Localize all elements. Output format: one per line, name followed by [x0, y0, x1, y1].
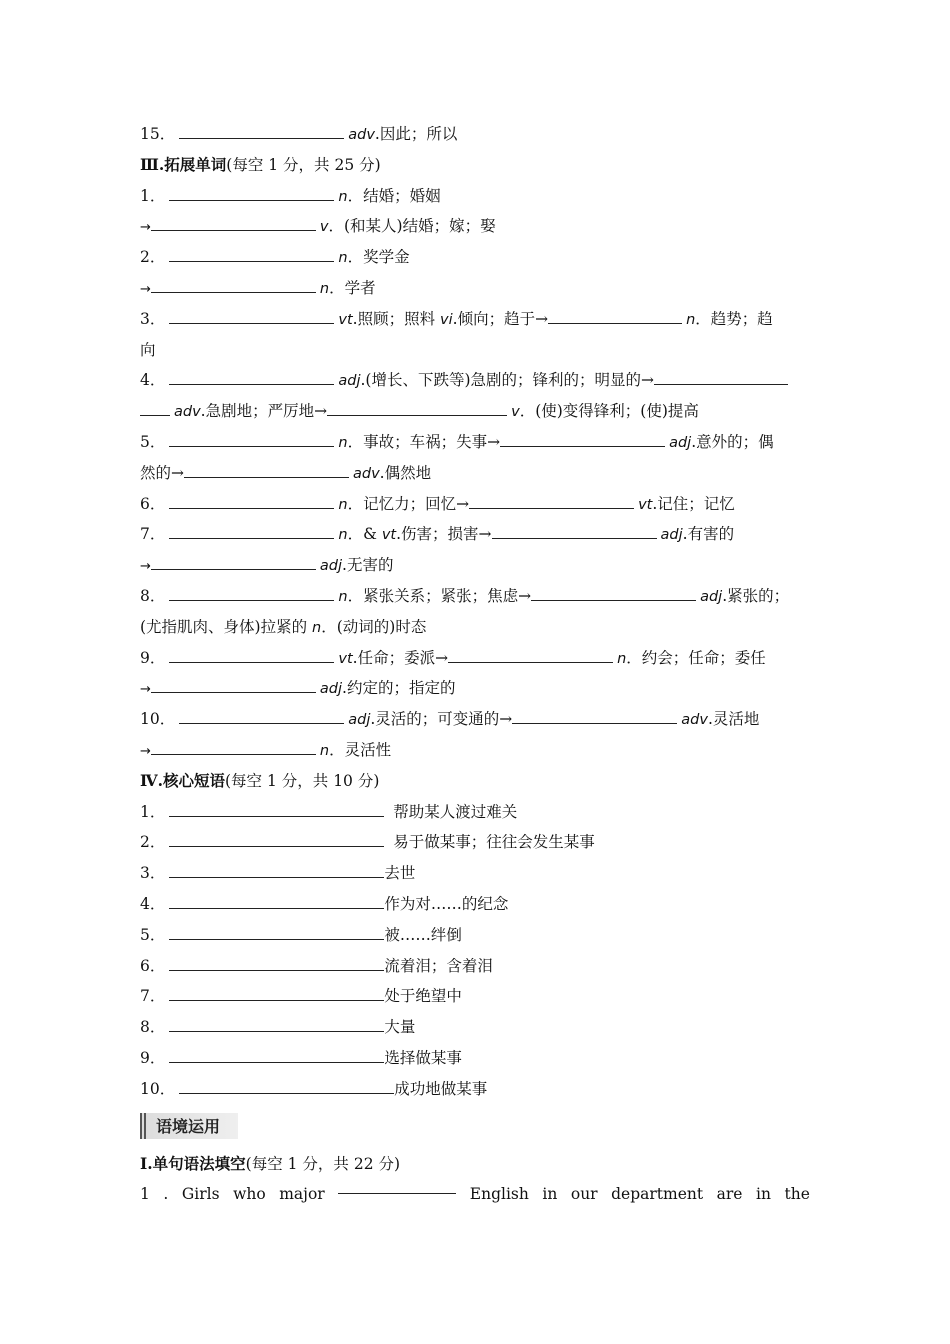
phrase-item: 2． 易于做某事；往往会发生某事	[140, 833, 595, 852]
expand-item-5-cont: 然的→ adv.偶然地	[140, 463, 432, 482]
answer-blank[interactable]	[169, 1017, 384, 1032]
answer-blank[interactable]	[169, 986, 384, 1001]
answer-blank[interactable]	[169, 832, 384, 847]
expand-item-2: 2． n．奖学金	[140, 248, 410, 267]
phrase-item: 7． 处于绝望中	[140, 987, 462, 1006]
section-heading-grammar-fill: Ⅰ.单句语法填空(每空 1 分，共 22 分)	[140, 1153, 401, 1173]
answer-blank[interactable]	[448, 648, 613, 663]
answer-blank[interactable]	[492, 524, 657, 539]
answer-blank[interactable]	[151, 278, 316, 293]
expand-item-4-cont: adv.急剧地；严厉地→ v．(使)变得锋利；(使)提高	[140, 396, 812, 427]
answer-blank[interactable]	[531, 586, 696, 601]
answer-blank[interactable]	[169, 247, 334, 262]
vocab-item-15	[140, 119, 812, 150]
expand-item-3-cont: 向	[140, 340, 156, 359]
answer-blank[interactable]	[169, 925, 384, 940]
expand-item-9: 9． vt.任命；委派→ n．约会；任命；委任	[140, 648, 766, 667]
meaning: .因此；所以	[374, 125, 458, 143]
answer-blank[interactable]	[169, 1048, 384, 1063]
section-banner-title: 语境运用	[156, 1117, 221, 1136]
expand-item-6: 6． n．记忆力；回忆→ vt.记住；记忆	[140, 494, 735, 513]
answer-blank[interactable]	[500, 432, 665, 447]
answer-blank[interactable]	[151, 555, 316, 570]
phrase-item: 6． 流着泪；含着泪	[140, 956, 493, 975]
answer-blank[interactable]	[169, 309, 334, 324]
answer-blank[interactable]	[169, 186, 334, 201]
expand-item-7: 7． n．& vt.伤害；损害→ adj.有害的	[140, 525, 735, 544]
expand-item-10: 10． adj.灵活的；可变通的→ adv.灵活地	[140, 710, 760, 729]
answer-blank[interactable]	[512, 709, 677, 724]
phrase-item: 3． 去世	[140, 864, 416, 883]
item-number: 15．	[140, 125, 176, 143]
answer-blank[interactable]	[179, 709, 344, 724]
question-1: 1 . Girls who major English in our department are in the	[140, 1179, 810, 1210]
phrase-item: 1． 帮助某人渡过难关	[140, 802, 518, 821]
answer-blank[interactable]	[169, 802, 384, 817]
expand-item-5: 5． n．事故；车祸；失事→ adj.意外的；偶	[140, 432, 774, 451]
expand-item-9-derived: → adj.约定的；指定的	[140, 679, 456, 698]
expand-item-4: 4． adj.(增长、下跌等)急剧的；锋利的；明显的→	[140, 365, 812, 396]
phrase-item: 5． 被……绊倒	[140, 925, 462, 944]
answer-blank[interactable]	[169, 863, 384, 878]
expand-item-2-derived: → n．学者	[140, 278, 376, 297]
answer-blank[interactable]	[179, 1079, 394, 1094]
expand-item-1-derived: → v．(和某人)结婚；嫁；娶	[140, 217, 496, 236]
answer-blank[interactable]	[327, 401, 507, 416]
phrase-item: 10． 成功地做某事	[140, 1079, 488, 1098]
phrase-item: 9． 选择做某事	[140, 1048, 462, 1067]
answer-blank[interactable]	[140, 401, 170, 416]
answer-blank[interactable]	[151, 216, 316, 231]
expand-item-7-derived: → adj.无害的	[140, 556, 394, 575]
answer-blank[interactable]	[169, 432, 334, 447]
document-page	[140, 119, 812, 1210]
part-of-speech: adv	[348, 127, 375, 143]
answer-blank[interactable]	[654, 370, 788, 385]
expand-item-1: 1． n．结婚；婚姻	[140, 186, 441, 205]
expand-item-8-cont: (尤指肌肉、身体)拉紧的 n．(动词的)时态	[140, 617, 427, 636]
answer-blank[interactable]	[169, 648, 334, 663]
answer-blank[interactable]	[548, 309, 682, 324]
expand-item-8: 8． n．紧张关系；紧张；焦虑→ adj.紧张的；	[140, 586, 790, 605]
answer-blank[interactable]	[151, 740, 316, 755]
phrase-item: 4． 作为对……的纪念	[140, 894, 509, 913]
section-heading-expand-words: Ⅲ.拓展单词(每空 1 分，共 25 分)	[140, 154, 381, 174]
expand-item-3: 3． vt.照顾；照料 vi.倾向；趋于→ n．趋势；趋	[140, 309, 773, 328]
answer-blank[interactable]	[169, 956, 384, 971]
answer-blank[interactable]	[169, 894, 384, 909]
answer-blank[interactable]	[338, 1179, 456, 1194]
phrase-item: 8． 大量	[140, 1018, 416, 1037]
expand-item-10-derived: → n．灵活性	[140, 740, 392, 759]
answer-blank[interactable]	[151, 678, 316, 693]
answer-blank[interactable]	[169, 524, 334, 539]
answer-blank[interactable]	[184, 463, 349, 478]
answer-blank[interactable]	[169, 494, 334, 509]
answer-blank[interactable]	[179, 124, 344, 139]
answer-blank[interactable]	[169, 370, 334, 385]
banner-grip-icon	[140, 1113, 146, 1139]
answer-blank[interactable]	[469, 494, 634, 509]
section-heading-core-phrases: Ⅳ.核心短语(每空 1 分，共 10 分)	[140, 770, 380, 790]
section-banner-context-usage	[140, 1113, 238, 1139]
answer-blank[interactable]	[169, 586, 334, 601]
